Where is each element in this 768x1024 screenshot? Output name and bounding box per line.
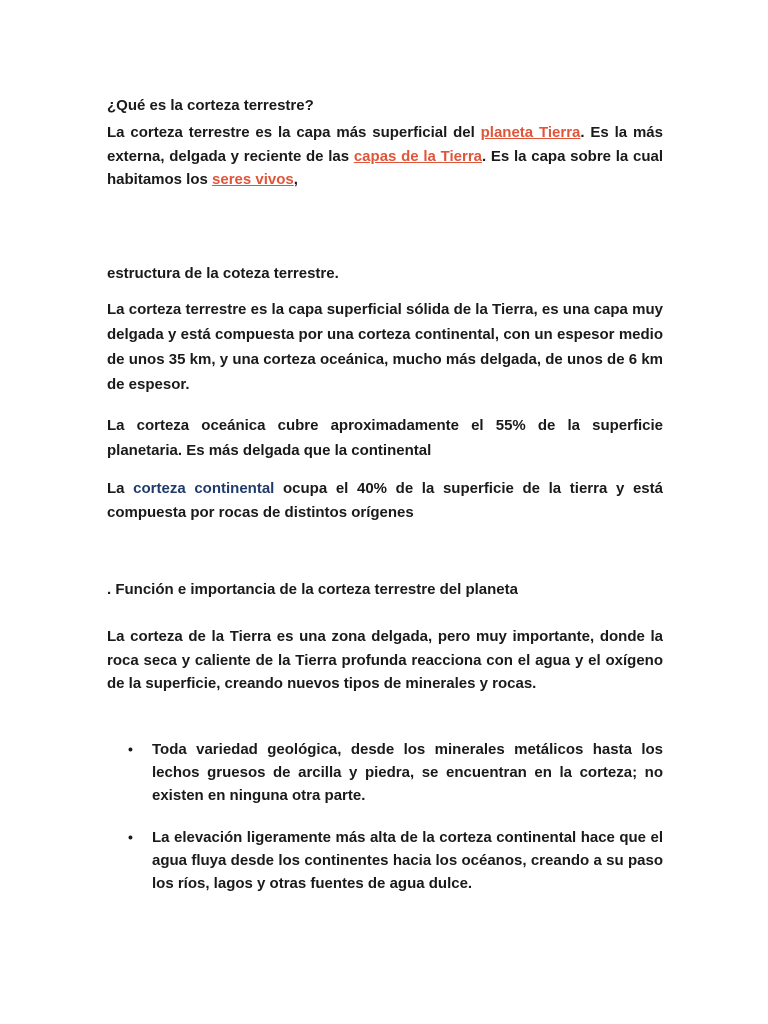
- list-item-text: Toda variedad geológica, desde los minerales metálicos hasta los lechos gruesos de arcilla y piedra, se encuentran en la corteza; no existen en ninguna otra parte.: [152, 741, 663, 804]
- paragraph-corteza-oceanica: La corteza oceánica cubre aproximadamente el 55% de la superficie planetaria. Es más delgada que la continental: [107, 417, 663, 459]
- text-segment: ,: [293, 171, 298, 188]
- bullet-icon: •: [128, 741, 133, 757]
- heading-que-es: ¿Qué es la corteza terrestre?: [107, 97, 314, 114]
- paragraph-estructura: La corteza terrestre es la capa superficial sólida de la Tierra, es una capa muy delgada y está compuesta por una corteza continental, con un espesor medio de unos 35 km, y una corteza oceánica, mucho más delgada, de unos de 6 km de espesor.: [107, 301, 663, 393]
- link-planeta-tierra[interactable]: planeta Tierra: [480, 124, 581, 141]
- link-capas-de-la-tierra[interactable]: capas de la Tierra: [353, 147, 483, 165]
- paragraph-corteza-continental: [107, 477, 663, 525]
- paragraph-funcion: La corteza de la Tierra es una zona delgada, pero muy importante, donde la roca seca y caliente de la Tierra profunda reacciona con el agua y el oxígeno de la superficie, creando nuevos tipos de minerales y rocas.: [107, 628, 663, 692]
- link-seres-vivos[interactable]: seres vivos: [212, 171, 294, 188]
- text-segment: . Es la más externa, delgada y reciente de las: [107, 124, 663, 165]
- list-item-text: La elevación ligeramente más alta de la corteza continental hace que el agua fluya desde los continentes hacia los océanos, creando a su paso los ríos, lagos y otras fuentes de agua dulce.: [152, 829, 663, 892]
- text-segment: . Es la capa sobre la cual habitamos los: [107, 147, 663, 188]
- list-item: [107, 738, 663, 807]
- heading-estructura: estructura de la coteza terrestre.: [107, 265, 339, 282]
- paragraph-definicion: [107, 121, 663, 192]
- link-corteza-continental[interactable]: corteza continental: [133, 480, 275, 497]
- text-segment: La corteza terrestre es la capa más superficial del: [107, 124, 481, 141]
- bullet-list: [107, 826, 663, 895]
- text-segment: ocupa el 40% de la superficie de la tierra y está compuesta por rocas de distintos orígenes: [107, 480, 663, 521]
- heading-funcion: . Función e importancia de la corteza terrestre del planeta: [107, 581, 518, 598]
- list-item: [107, 826, 663, 895]
- bullet-list: [107, 738, 663, 807]
- bullet-icon: •: [128, 829, 133, 845]
- text-segment: La: [107, 480, 134, 497]
